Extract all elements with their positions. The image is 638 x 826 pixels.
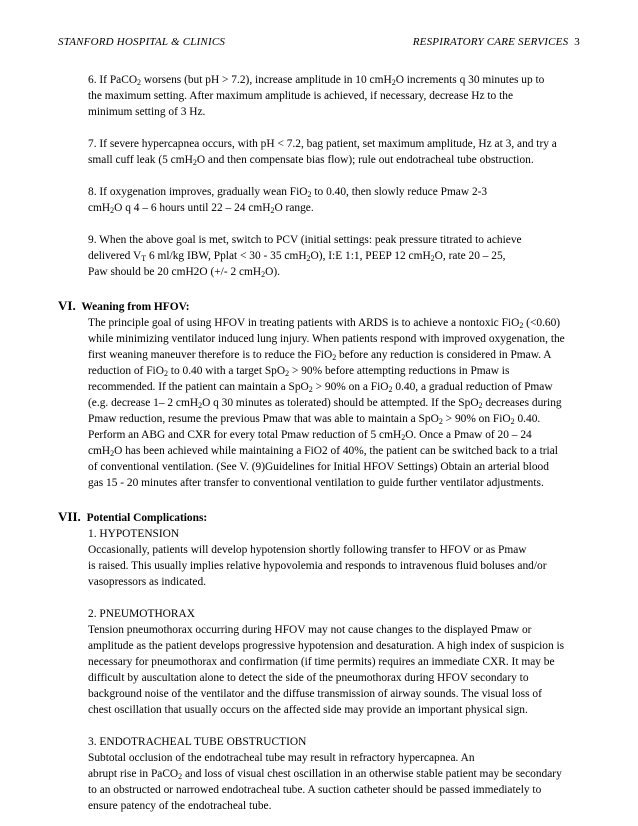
text-line: ensure patency of the endotracheal tube. — [88, 800, 272, 812]
text-line: Perform an ABG and CXR for every total Pmaw reduction of 5 cmH$_2$O. Once a Pmaw of 20 – 24 — [88, 429, 532, 442]
text-line: reduction of FiO$_2$ to 0.40 with a target SpO$_2$ > 90% before attempting reductions in Pmaw is — [88, 365, 510, 378]
text-line: Tension pneumothorax occurring during HFOV may not cause changes to the displayed Pmaw or — [88, 624, 532, 636]
text-line: delivered $V_T$ 6 ml/kg IBW, Pplat < 30 - 35 cmH$_2$O), I:E 1:1, PEEP 12 cmH$_2$O, rate 20 – 25, — [88, 250, 506, 263]
text-line: Occasionally, patients will develop hypotension shortly following transfer to HFOV or as Pmaw — [88, 544, 527, 556]
header-department — [413, 36, 580, 48]
text-line: small cuff leak (5 cmH$_2$O and then compensate bias flow); rule out endotracheal tube obstruction. — [88, 154, 534, 167]
page-number: 3 — [574, 36, 580, 48]
subsection-title-hypotension: 1. HYPOTENSION — [88, 528, 180, 540]
step-9 — [88, 232, 578, 280]
text-line: 7. If severe hypercapnea occurs, with pH < 7.2, bag patient, set maximum amplitude, Hz at 3, and try a — [88, 138, 557, 150]
text-line: gas 15 - 20 minutes after transfer to conventional ventilation to guide further ventilator adjustments. — [88, 477, 544, 489]
text-line: Paw should be 20 cmH2O (+/- 2 cmH$_2$O). — [88, 266, 281, 279]
header-hospital-name: STANFORD HOSPITAL & CLINICS — [58, 36, 226, 48]
section-weaning-body — [88, 315, 578, 491]
text-line: of conventional ventilation. (See V. (9)Guidelines for Initial HFOV Settings) Obtain an arterial blood — [88, 461, 549, 473]
text-line: cmH$_2$O q 4 – 6 hours until 22 – 24 cmH$_2$O range. — [88, 202, 314, 215]
text-line: cmH$_2$O has been achieved while maintaining a FiO2 of 40%, the patient can be switched back to a trial — [88, 445, 558, 458]
text-line: (e.g. decrease 1– 2 cmH$_2$O q 30 minutes as tolerated) should be attempted. If the SpO$_2$ decreases during — [88, 397, 562, 410]
section-heading-weaning: VI. Weaning from HFOV: — [58, 298, 190, 313]
text-line: recommended. If the patient can maintain a SpO$_2$ > 90% on a FiO$_2$ 0.40, a gradual reduction of Pmaw — [88, 381, 553, 394]
text-line: minimum setting of 3 Hz. — [88, 106, 206, 118]
section-complications-body — [88, 526, 578, 814]
text-line: Subtotal occlusion of the endotracheal tube may result in refractory hypercapnea. An — [88, 752, 475, 764]
text-line: The principle goal of using HFOV in treating patients with ARDS is to achieve a nontoxic FiO$_2$ (<0.60) — [88, 317, 561, 330]
text-line: amplitude as the patient develops progressive hypotension and desaturation. A high index of suspicion is — [88, 640, 565, 652]
text-line: 8. If oxygenation improves, gradually wean FiO$_2$ to 0.40, then slowly reduce Pmaw 2-3 — [88, 186, 488, 199]
text-line: difficult by auscultation alone to detect the side of the pneumothorax during HFOV secondary to — [88, 672, 529, 684]
text-line: background noise of the ventilator and the diffuse transmission of airway sounds. The visual loss of — [88, 688, 542, 700]
subsection-title-et-obstruction: 3. ENDOTRACHEAL TUBE OBSTRUCTION — [88, 736, 307, 748]
step-7 — [88, 136, 578, 168]
text-line: first weaning maneuver therefore is to reduce the FiO$_2$ before any reduction is considered in Pmaw. A — [88, 349, 552, 362]
text-line: Pmaw reduction, resume the previous Pmaw that was able to maintain a SpO$_2$ > 90% on FiO$_2$ 0.40. — [88, 413, 541, 426]
text-line: is raised. This usually implies relative hypovolemia and responds to intravenous fluid boluses and/or — [88, 560, 547, 572]
subsection-title-pneumothorax: 2. PNEUMOTHORAX — [88, 608, 195, 620]
text-line: to an obstructed or narrowed endotracheal tube. A suction catheter should be passed immediately to — [88, 784, 542, 796]
text-line: the maximum setting. After maximum amplitude is achieved, if necessary, decrease Hz to the — [88, 90, 514, 102]
page-header — [58, 36, 580, 52]
text-line: necessary for pneumothorax and confirmation (if time permits) requires an immediate CXR. It may be — [88, 656, 555, 668]
document-body — [58, 72, 578, 814]
text-line: 6. If PaCO$_2$ worsens (but pH > 7.2), increase amplitude in 10 cmH$_2$O increments q 30 minutes up to — [88, 74, 545, 87]
text-line: 9. When the above goal is met, switch to PCV (initial settings: peak pressure titrated to achieve — [88, 234, 522, 246]
text-line: while minimizing ventilator induced lung injury. When patients respond with improved oxygenation, the — [88, 333, 565, 345]
section-heading-complications: VII. Potential Complications: — [58, 509, 208, 524]
step-6 — [88, 72, 578, 120]
text-line: vasopressors as indicated. — [88, 576, 206, 588]
header-department-name: RESPIRATORY CARE SERVICES — [412, 36, 569, 48]
text-line: chest oscillation that usually occurs on the affected side may provide an important physical sign. — [88, 704, 528, 716]
text-line: abrupt rise in PaCO$_2$ and loss of visual chest oscillation in an otherwise stable patient may be secondary — [88, 768, 562, 781]
step-8 — [88, 184, 578, 216]
